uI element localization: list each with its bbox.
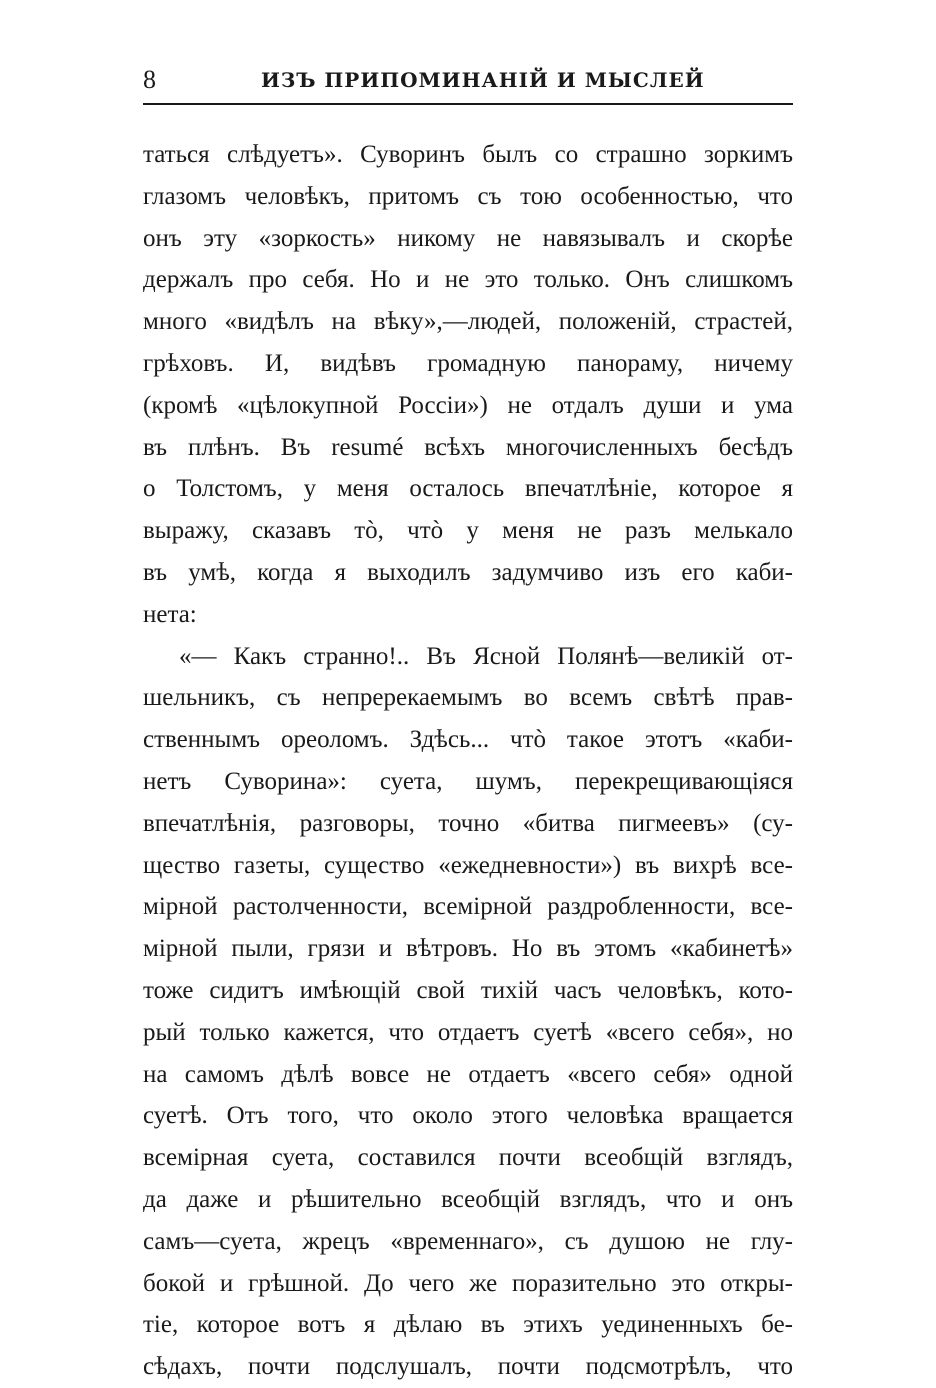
text-line: держалъ про себя. Но и не это только. Онъ слишкомъ (143, 266, 793, 294)
text-line: нета: (143, 600, 197, 628)
text-line: грѣховъ. И, видѣвъ громадную панораму, ничему (143, 349, 793, 377)
running-title: ИЗЪ ПРИПОМИНАНІЙ И МЫСЛЕЙ (261, 68, 705, 92)
text-line: «— Какъ странно!.. Въ Ясной Полянѣ—великій от- (179, 642, 793, 670)
text-line: впечатлѣнія, разговоры, точно «битва пигмеевъ» (су- (143, 809, 793, 837)
text-line: шельникъ, съ непререкаемымъ во всемъ свѣтѣ прав- (143, 684, 793, 712)
text-line: въ плѣнъ. Въ resumé всѣхъ многочисленныхъ бесѣдъ (143, 433, 793, 461)
page-number: 8 (143, 65, 156, 94)
text-line: нетъ Суворина»: суета, шумъ, перекрещивающіяся (143, 767, 793, 795)
text-line: (кромѣ «цѣлокупной Россіи») не отдалъ души и ума (143, 391, 793, 419)
text-line: много «видѣлъ на вѣку»,—людей, положеній, страстей, (143, 308, 793, 336)
page-header (143, 62, 793, 98)
body-text (143, 134, 793, 1388)
text-line: выражу, сказавъ тò, чтò у меня не разъ мелькало (143, 517, 793, 545)
text-line: самъ—суета, жрецъ «временнаго», съ душою не глу- (143, 1227, 793, 1255)
text-line: мірной растолченности, всемірной раздробленности, все- (143, 893, 793, 921)
text-line: сѣдахъ, почти подслушалъ, почти подсмотрѣлъ, что (143, 1353, 793, 1381)
text-line: въ умѣ, когда я выходилъ задумчиво изъ его каби- (143, 558, 793, 586)
text-line: тіе, которое вотъ я дѣлаю въ этихъ уединенныхъ бе- (143, 1311, 793, 1339)
text-line: рый только кажется, что отдаетъ суетѣ «всего себя», но (143, 1018, 793, 1046)
text-line: всемірная суета, составился почти всеобщій взглядъ, (143, 1144, 793, 1172)
text-line: таться слѣдуетъ». Суворинъ былъ со страшно зоркимъ (143, 141, 793, 168)
text-line: ственнымъ ореоломъ. Здѣсь... чтò такое этотъ «каби- (143, 726, 793, 754)
text-line: на самомъ дѣлѣ вовсе не отдаетъ «всего себя» одной (143, 1060, 793, 1088)
header-rule (143, 103, 793, 105)
text-line: о Толстомъ, у меня осталось впечатлѣніе, которое я (143, 475, 793, 503)
text-line: мірной пыли, грязи и вѣтровъ. Но въ этомъ «кабинетѣ» (143, 935, 793, 963)
text-line: бокой и грѣшной. До чего же поразительно это откры- (143, 1269, 793, 1297)
text-line: тоже сидитъ имѣющій свой тихій часъ человѣкъ, кото- (143, 976, 793, 1004)
text-line: онъ эту «зоркость» никому не навязывалъ и скорѣе (143, 224, 793, 252)
text-line: суетѣ. Отъ того, что около этого человѣка вращается (143, 1102, 793, 1130)
text-line: щество газеты, существо «ежедневности») въ вихрѣ все- (143, 851, 793, 879)
text-line: да даже и рѣшительно всеобщій взглядъ, что и онъ (143, 1185, 793, 1213)
text-line: глазомъ человѣкъ, притомъ съ тою особенностью, что (143, 182, 793, 210)
